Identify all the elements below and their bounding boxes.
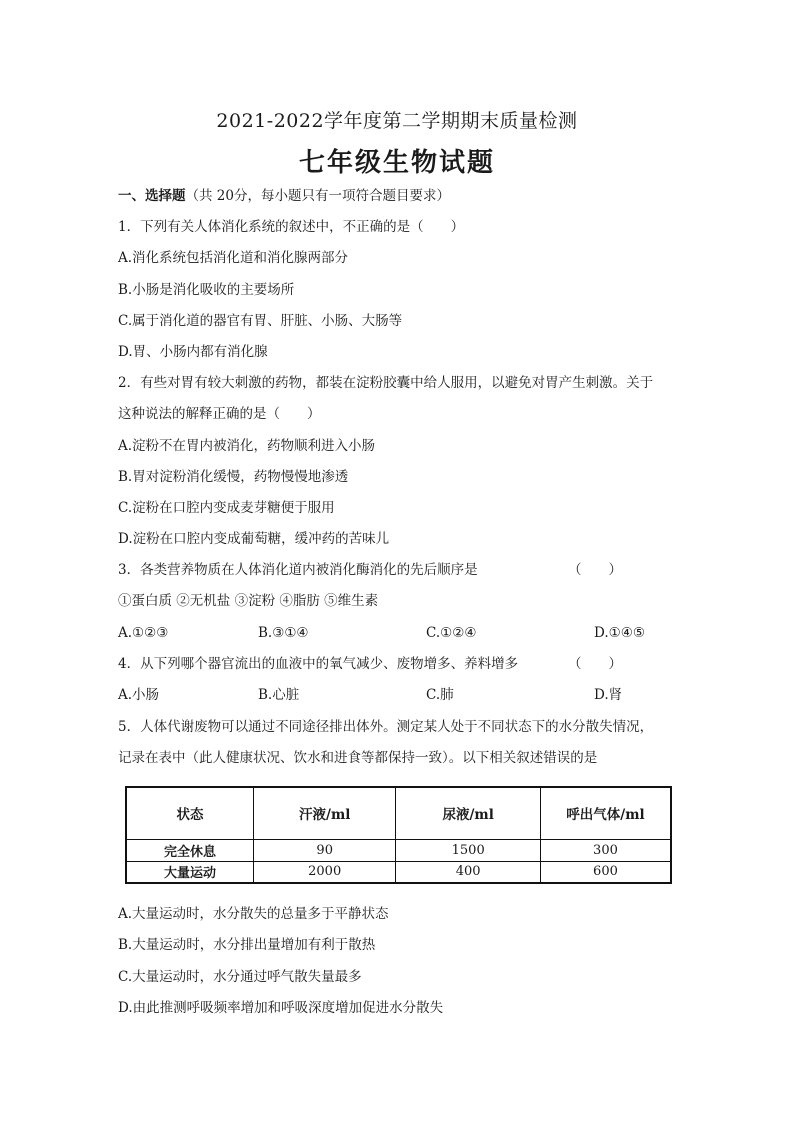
q3-option-d: D.①④⑤ <box>594 625 645 641</box>
exam-subject-title: 七年级生物试题 <box>298 148 495 178</box>
q1-stem: 1．下列有关人体消化系统的叙述中，不正确的是（ ） <box>118 219 465 235</box>
q2-option-d: D.淀粉在口腔内变成葡萄糖，缓冲药的苦味儿 <box>118 531 390 547</box>
q4-answer-paren: （ ） <box>568 656 622 672</box>
q5-option-b: B.大量运动时，水分排出量增加有利于散热 <box>118 937 376 953</box>
table-header-cell: 汗液/ml <box>253 787 395 839</box>
q2-option-a: A.淀粉不在胃内被消化，药物顺利进入小肠 <box>118 438 376 454</box>
q3-answer-paren: （ ） <box>568 562 622 578</box>
q4-option-b: B.心脏 <box>258 687 300 703</box>
section-label: 一、选择题 <box>118 188 186 204</box>
section-heading <box>118 187 450 205</box>
q1-option-a: A.消化系统包括消化道和消化腺两部分 <box>118 250 349 266</box>
table-row <box>126 839 671 861</box>
table-cell: 90 <box>253 839 395 861</box>
exam-period-title: 2021-2022学年度第二学期期末质量检测 <box>216 110 578 132</box>
q2-stem-line2: 这种说法的解释正确的是（ ） <box>118 406 321 422</box>
q1-option-b: B.小肠是消化吸收的主要场所 <box>118 282 295 298</box>
q3-option-b: B.③①④ <box>258 625 309 641</box>
q3-option-a: A.①②③ <box>118 625 169 641</box>
q1-option-c: C.属于消化道的器官有胃、肝脏、小肠、大肠等 <box>118 313 403 329</box>
table-cell: 1500 <box>396 839 540 861</box>
table-header-cell: 状态 <box>126 787 253 839</box>
q1-option-d: D.胃、小肠内都有消化腺 <box>118 344 268 360</box>
water-loss-table <box>125 786 672 884</box>
table-header-cell: 呼出气体/ml <box>540 787 671 839</box>
q3-stem: 3．各类营养物质在人体消化道内被消化酶消化的先后顺序是 <box>118 562 478 578</box>
table-cell: 600 <box>540 861 671 883</box>
section-note: （共 20分，每小题只有一项符合题目要求） <box>185 188 450 204</box>
q4-option-a: A.小肠 <box>118 687 160 703</box>
q4-option-c: C.肺 <box>426 687 454 703</box>
q2-option-b: B.胃对淀粉消化缓慢，药物慢慢地渗透 <box>118 469 349 485</box>
table-cell: 完全休息 <box>126 839 253 861</box>
table-row <box>126 861 671 883</box>
q2-stem-line1: 2．有些对胃有较大刺激的药物，都装在淀粉胶囊中给人服用，以避免对胃产生刺激。关于 <box>118 375 654 391</box>
q5-option-c: C.大量运动时，水分通过呼气散失量最多 <box>118 969 362 985</box>
q5-option-a: A.大量运动时，水分散失的总量多于平静状态 <box>118 906 389 922</box>
q3-option-c: C.①②④ <box>426 625 477 641</box>
table-cell: 300 <box>540 839 671 861</box>
table-cell: 400 <box>396 861 540 883</box>
q5-stem-line1: 5．人体代谢废物可以通过不同途径排出体外。测定某人处于不同状态下的水分散失情况， <box>118 719 654 735</box>
table-header-row <box>126 787 671 839</box>
q4-stem: 4．从下列哪个器官流出的血液中的氧气减少、废物增多、养料增多 <box>118 656 519 672</box>
table-cell: 2000 <box>253 861 395 883</box>
q2-option-c: C.淀粉在口腔内变成麦芽糖便于服用 <box>118 500 335 516</box>
table-header-cell: 尿液/ml <box>396 787 540 839</box>
table-cell: 大量运动 <box>126 861 253 883</box>
q3-items: ①蛋白质 ②无机盐 ③淀粉 ④脂肪 ⑤维生素 <box>118 593 379 609</box>
q4-option-d: D.肾 <box>594 687 623 703</box>
q5-stem-line2: 记录在表中（此人健康状况、饮水和进食等都保持一致）。以下相关叙述错误的是 <box>118 750 598 766</box>
q5-option-d: D.由此推测呼吸频率增加和呼吸深度增加促进水分散失 <box>118 1000 444 1016</box>
